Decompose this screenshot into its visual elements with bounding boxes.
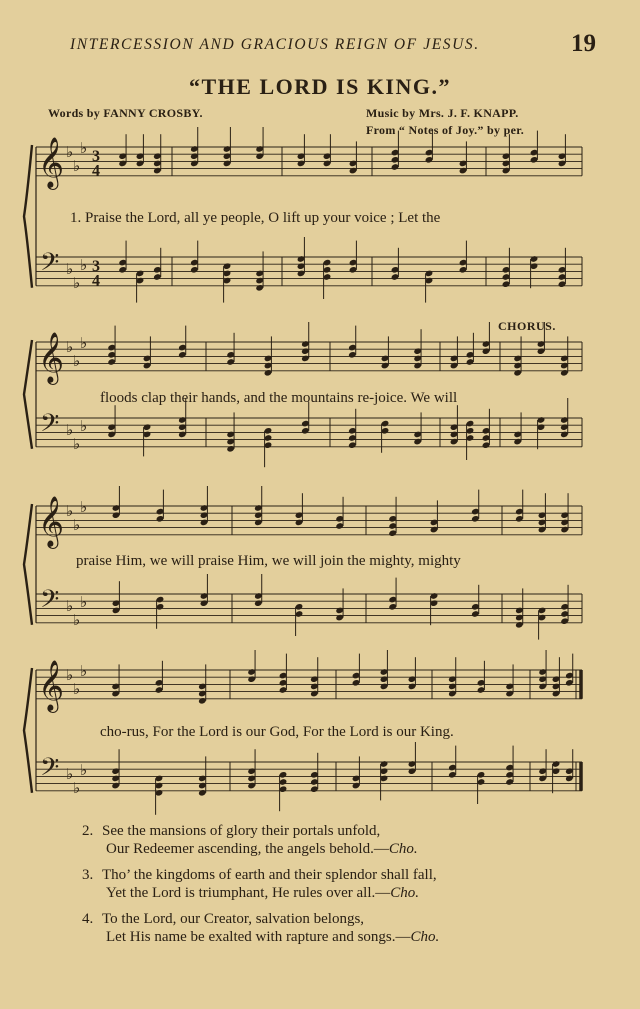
flat-icon: ♭	[80, 334, 88, 352]
time-signature-bottom: 4	[92, 162, 100, 180]
flat-icon: ♭	[80, 256, 88, 274]
brace-icon	[24, 145, 32, 288]
flat-icon: ♭	[73, 274, 81, 292]
chorus-label: CHORUS.	[498, 319, 556, 333]
stanza-number: 2.	[82, 823, 94, 839]
lyric-line-4: cho-rus, For the Lord is our God, For the Lord is our King.	[100, 724, 454, 740]
stanza-line: Yet the Lord is triumphant, He rules over all.—	[106, 885, 391, 901]
flat-icon: ♭	[66, 666, 74, 684]
flat-icon: ♭	[73, 352, 81, 370]
flat-icon: ♭	[73, 779, 81, 797]
music-credit: Music by Mrs. J. F. KNAPP.	[366, 106, 519, 120]
lyric-line-1: 1. Praise the Lord, all ye people, O lift up your voice ; Let the	[70, 210, 441, 226]
time-signature-bottom: 4	[92, 272, 100, 290]
flat-icon: ♭	[80, 593, 88, 611]
flat-icon: ♭	[80, 662, 88, 680]
lyric-line-3: praise Him, we will praise Him, we will join the mighty, mighty	[76, 553, 461, 569]
flat-icon: ♭	[73, 516, 81, 534]
stanza-number: 3.	[82, 867, 94, 883]
flat-icon: ♭	[66, 421, 74, 439]
stanza-2	[82, 822, 418, 858]
stanza-line: To the Lord, our Creator, salvation belongs,	[102, 911, 365, 927]
time-signature-top: 3	[92, 148, 100, 165]
treble-clef-icon: 𝄞	[38, 660, 65, 711]
treble-clef-icon: 𝄞	[38, 137, 65, 188]
time-signature-top: 3	[92, 258, 100, 275]
flat-icon: ♭	[80, 498, 88, 516]
flat-icon: ♭	[73, 611, 81, 629]
flat-icon: ♭	[73, 157, 81, 175]
flat-icon: ♭	[66, 502, 74, 520]
flat-icon: ♭	[66, 597, 74, 615]
page-number: 19	[571, 30, 596, 57]
flat-icon: ♭	[66, 143, 74, 161]
stanza-line: Our Redeemer ascending, the angels behold.—	[106, 841, 389, 857]
stanza-line: See the mansions of glory their portals unfold,	[102, 823, 381, 839]
bass-clef-icon: 𝄢	[40, 753, 60, 788]
words-credit: Words by FANNY CROSBY.	[48, 106, 203, 120]
flat-icon: ♭	[73, 435, 81, 453]
brace-icon	[24, 668, 32, 793]
flat-icon: ♭	[66, 260, 74, 278]
stanza-line: Let His name be exalted with rapture and songs.—	[106, 929, 411, 945]
cho-mark: Cho.	[410, 929, 440, 945]
bass-clef-icon: 𝄢	[40, 409, 60, 444]
treble-clef-icon: 𝄞	[38, 332, 65, 383]
stanza-3	[82, 866, 437, 902]
brace-icon	[24, 340, 32, 449]
stanza-line: Tho’ the kingdoms of earth and their splendor shall fall,	[102, 867, 437, 883]
flat-icon: ♭	[80, 417, 88, 435]
flat-icon: ♭	[73, 680, 81, 698]
bass-clef-icon: 𝄢	[40, 248, 60, 283]
source-credit: From “ Notes of Joy.” by per.	[366, 123, 525, 137]
flat-icon: ♭	[66, 338, 74, 356]
running-header: INTERCESSION AND GRACIOUS REIGN OF JESUS.	[70, 36, 480, 53]
cho-mark: Cho.	[388, 841, 418, 857]
brace-icon	[24, 504, 32, 625]
stanza-number: 4.	[82, 911, 94, 927]
lyric-line-2: floods clap their hands, and the mountains re-joice. We will	[100, 390, 458, 406]
cho-mark: Cho.	[390, 885, 420, 901]
treble-clef-icon: 𝄞	[38, 496, 65, 547]
flat-icon: ♭	[80, 139, 88, 157]
bass-clef-icon: 𝄢	[40, 585, 60, 620]
hymn-title: “THE LORD IS KING.”	[189, 74, 451, 99]
flat-icon: ♭	[66, 765, 74, 783]
flat-icon: ♭	[80, 761, 88, 779]
stanza-4	[82, 910, 439, 946]
